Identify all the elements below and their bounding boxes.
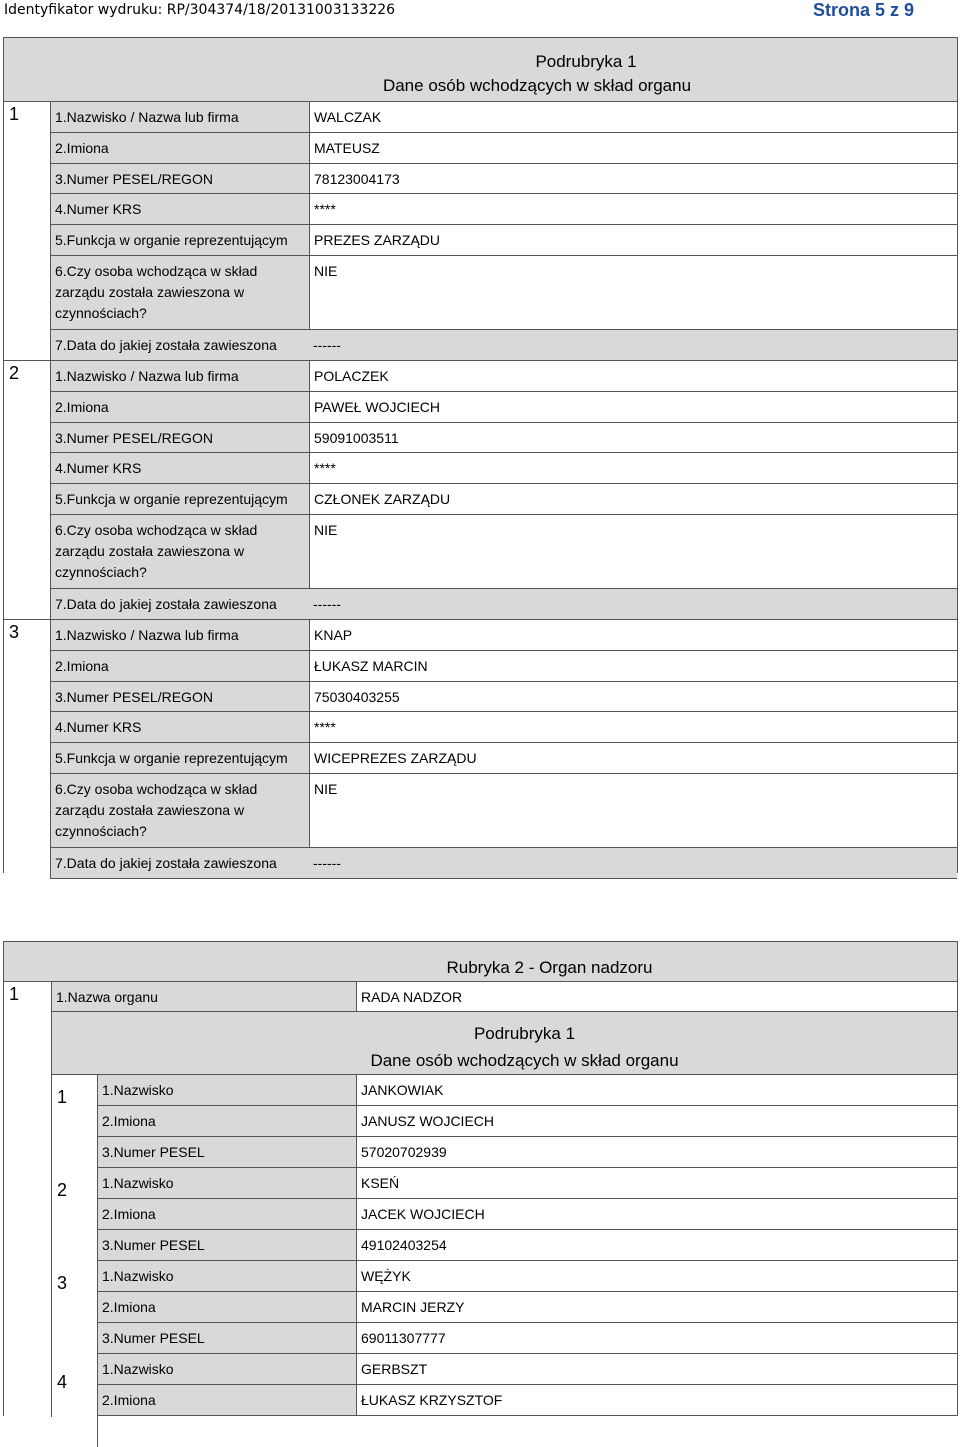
member-field-label: 1.Nazwisko bbox=[98, 1168, 357, 1199]
section-title: Rubryka 2 - Organ nadzoru bbox=[4, 942, 957, 982]
field-value: MATEUSZ bbox=[310, 133, 957, 164]
field-label: 1.Nazwisko / Nazwa lub firma bbox=[51, 102, 310, 133]
field-value: 59091003511 bbox=[310, 423, 957, 453]
field-value: PAWEŁ WOJCIECH bbox=[310, 392, 957, 423]
member-field-value: JANUSZ WOJCIECH bbox=[357, 1106, 957, 1137]
person-number: 3 bbox=[4, 620, 51, 879]
field-value: WICEPREZES ZARZĄDU bbox=[310, 743, 957, 774]
member-field-label: 2.Imiona bbox=[98, 1199, 357, 1230]
field-value: 78123004173 bbox=[310, 164, 957, 194]
member-field-value: JACEK WOJCIECH bbox=[357, 1199, 957, 1230]
field-label: 7.Data do jakiej została zawieszona bbox=[51, 330, 957, 361]
organ-row-number: 1 bbox=[4, 982, 52, 1417]
member-number: 1 bbox=[52, 1075, 98, 1168]
member-field-value: MARCIN JERZY bbox=[357, 1292, 957, 1323]
subsection-title-line2: Dane osób wchodzących w skład organu bbox=[382, 76, 692, 95]
member-field-label: 1.Nazwisko bbox=[98, 1261, 357, 1292]
management-table bbox=[3, 37, 958, 873]
field-label: 3.Numer PESEL/REGON bbox=[51, 423, 310, 453]
field-value: ------ bbox=[313, 337, 341, 353]
field-value: NIE bbox=[310, 774, 957, 848]
supervisory-subsection-title-line1: Podrubryka 1 bbox=[473, 1024, 576, 1043]
field-label: 1.Nazwisko / Nazwa lub firma bbox=[51, 361, 310, 392]
member-field-value: GERBSZT bbox=[357, 1354, 957, 1385]
member-field-value: 49102403254 bbox=[357, 1230, 957, 1261]
field-label: 2.Imiona bbox=[51, 133, 310, 164]
field-value: ------ bbox=[313, 855, 341, 871]
supervisory-subsection-title bbox=[52, 1012, 957, 1075]
member-field-label: 3.Numer PESEL bbox=[98, 1137, 357, 1168]
field-value: 75030403255 bbox=[310, 682, 957, 712]
field-label: 4.Numer KRS bbox=[51, 194, 310, 225]
organ-name-label: 1.Nazwa organu bbox=[52, 982, 357, 1012]
member-field-label: 3.Numer PESEL bbox=[98, 1230, 357, 1261]
field-label: 2.Imiona bbox=[51, 392, 310, 423]
member-field-value: 57020702939 bbox=[357, 1137, 957, 1168]
field-label: 6.Czy osoba wchodząca w skład zarządu została zawieszona w czynnościach? bbox=[51, 515, 310, 589]
member-field-label: 2.Imiona bbox=[98, 1106, 357, 1137]
print-identifier: Identyfikator wydruku: RP/304374/18/20131003133226 bbox=[4, 2, 396, 18]
field-value: **** bbox=[310, 194, 957, 225]
member-number: 3 bbox=[52, 1261, 98, 1354]
page-number: Strona 5 z 9 bbox=[812, 0, 914, 20]
subsection-title bbox=[4, 38, 957, 102]
organ-name-value: RADA NADZOR bbox=[357, 982, 957, 1012]
field-label: 7.Data do jakiej została zawieszona bbox=[51, 848, 957, 879]
field-value: PREZES ZARZĄDU bbox=[310, 225, 957, 256]
field-label: 4.Numer KRS bbox=[51, 712, 310, 743]
supervisory-table bbox=[3, 941, 958, 1416]
field-value: NIE bbox=[310, 515, 957, 589]
person-number: 1 bbox=[4, 102, 51, 361]
field-value: **** bbox=[310, 453, 957, 484]
field-label: 1.Nazwisko / Nazwa lub firma bbox=[51, 620, 310, 651]
field-label: 5.Funkcja w organie reprezentującym bbox=[51, 743, 310, 774]
field-value: KNAP bbox=[310, 620, 957, 651]
field-value: CZŁONEK ZARZĄDU bbox=[310, 484, 957, 515]
member-field-label: 2.Imiona bbox=[98, 1292, 357, 1323]
field-value: ------ bbox=[313, 596, 341, 612]
person-number: 2 bbox=[4, 361, 51, 620]
field-value: POLACZEK bbox=[310, 361, 957, 392]
member-number: 2 bbox=[52, 1168, 98, 1261]
field-value: **** bbox=[310, 712, 957, 743]
field-value: WALCZAK bbox=[310, 102, 957, 133]
member-field-value: JANKOWIAK bbox=[357, 1075, 957, 1106]
field-value: NIE bbox=[310, 256, 957, 330]
field-label: 4.Numer KRS bbox=[51, 453, 310, 484]
member-field-value: 69011307777 bbox=[357, 1323, 957, 1354]
member-field-value: WĘŻYK bbox=[357, 1261, 957, 1292]
field-label: 5.Funkcja w organie reprezentującym bbox=[51, 225, 310, 256]
member-field-label: 1.Nazwisko bbox=[98, 1075, 357, 1106]
field-label: 2.Imiona bbox=[51, 651, 310, 682]
member-field-value: ŁUKASZ KRZYSZTOF bbox=[357, 1385, 957, 1416]
field-value: ŁUKASZ MARCIN bbox=[310, 651, 957, 682]
field-label: 3.Numer PESEL/REGON bbox=[51, 682, 310, 712]
subsection-title-line1: Podrubryka 1 bbox=[535, 52, 637, 71]
member-field-label: 2.Imiona bbox=[98, 1385, 357, 1416]
field-label: 6.Czy osoba wchodząca w skład zarządu została zawieszona w czynnościach? bbox=[51, 256, 310, 330]
member-field-label: 3.Numer PESEL bbox=[98, 1323, 357, 1354]
field-label: 6.Czy osoba wchodząca w skład zarządu została zawieszona w czynnościach? bbox=[51, 774, 310, 848]
member-field-label: 1.Nazwisko bbox=[98, 1354, 357, 1385]
member-number: 4 bbox=[52, 1354, 98, 1447]
supervisory-subsection-title-line2: Dane osób wchodzących w skład organu bbox=[370, 1051, 679, 1070]
field-label: 7.Data do jakiej została zawieszona bbox=[51, 589, 957, 620]
field-label: 5.Funkcja w organie reprezentującym bbox=[51, 484, 310, 515]
member-field-value: KSEŃ bbox=[357, 1168, 957, 1199]
field-label: 3.Numer PESEL/REGON bbox=[51, 164, 310, 194]
